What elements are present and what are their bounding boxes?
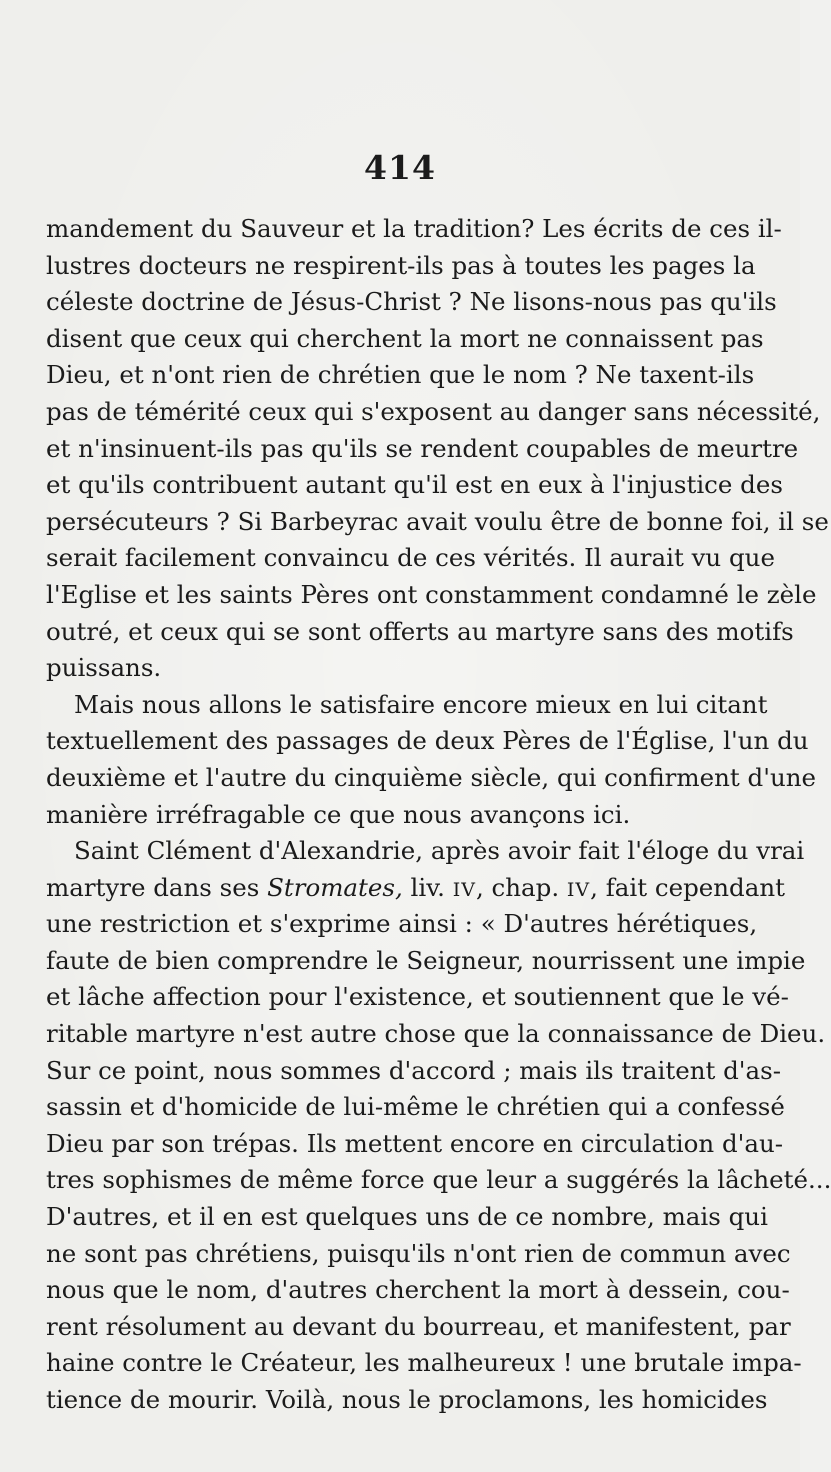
paragraph-start-line: Saint Clément d'Alexandrie, après avoir fait l'éloge du vrai [74,836,805,866]
body-text [46,211,831,1419]
paragraph-start-line: Mais nous allons le satisfaire encore mieux en lui citant [74,689,768,719]
text-line: lustres docteurs ne respirent-ils pas à toutes les pages la [46,250,756,280]
text-line: et n'insinuent-ils pas qu'ils se rendent coupables de meurtre [46,433,799,463]
text-line: persécuteurs ? Si Barbeyrac avait voulu être de bonne foi, il se [46,506,829,536]
text-line: tres sophismes de même force que leur a suggérés la lâcheté... [46,1165,831,1195]
text-line-with-citation [46,870,785,907]
text-line: manière irréfragable ce que nous avançons ici. [46,799,631,829]
text-line: ritable martyre n'est autre chose que la connaissance de Dieu. [46,1019,826,1049]
text-line: et qu'ils contribuent autant qu'il est en eux à l'injustice des [46,470,783,500]
text-line: céleste doctrine de Jésus-Christ ? Ne lisons-nous pas qu'ils [46,287,777,317]
text-line: l'Eglise et les saints Pères ont constamment condamné le zèle [46,579,817,609]
text-line: serait facilement convaincu de ces vérités. Il aurait vu que [46,543,775,573]
text-line: pas de témérité ceux qui s'exposent au danger sans nécessité, [46,396,821,426]
roman-numeral: IV [452,878,476,901]
text-line: haine contre le Créateur, les malheureux ! une brutale impa- [46,1348,802,1378]
line-segment: , fait cependant [590,872,785,902]
roman-numeral: IV [566,878,591,901]
text-line: Sur ce point, nous sommes d'accord ; mais ils traitent d'as- [46,1055,781,1085]
text-line: D'autres, et il en est quelques uns de ce nombre, mais qui [46,1202,768,1232]
page-number: 414 [364,148,436,187]
text-line: outré, et ceux qui se sont offerts au martyre sans des motifs [46,616,794,646]
text-line: et lâche affection pour l'existence, et soutiennent que le vé- [46,982,789,1012]
text-line: sassin et d'homicide de lui-même le chrétien qui a confessé [46,1092,785,1122]
text-line: mandement du Sauveur et la tradition? Les écrits de ces il- [46,214,782,243]
text-line: faute de bien comprendre le Seigneur, nourrissent une impie [46,945,806,975]
text-line: rent résolument au devant du bourreau, et manifestent, par [46,1311,791,1341]
text-line: nous que le nom, d'autres cherchent la mort à dessein, cou- [46,1275,790,1305]
line-segment: martyre dans ses [46,872,268,902]
text-line: ne sont pas chrétiens, puisqu'ils n'ont rien de commun avec [46,1238,791,1268]
text-line: deuxième et l'autre du cinquième siècle, qui confirment d'une [46,762,817,792]
book-title-italic: Stromates, [267,872,403,902]
line-segment: liv. [402,872,453,902]
text-line: une restriction et s'exprime ainsi : « D'autres hérétiques, [46,909,758,939]
line-segment: , chap. [475,872,567,902]
text-line: tience de mourir. Voilà, nous le proclamons, les homicides [46,1385,768,1414]
text-line: puissans. [46,653,162,683]
text-line: Dieu par son trépas. Ils mettent encore en circulation d'au- [46,1128,784,1158]
text-line: textuellement des passages de deux Pères de l'Église, l'un du [46,726,809,756]
text-line: disent que ceux qui cherchent la mort ne connaissent pas [46,323,764,353]
text-line: Dieu, et n'ont rien de chrétien que le nom ? Ne taxent-ils [46,360,755,390]
